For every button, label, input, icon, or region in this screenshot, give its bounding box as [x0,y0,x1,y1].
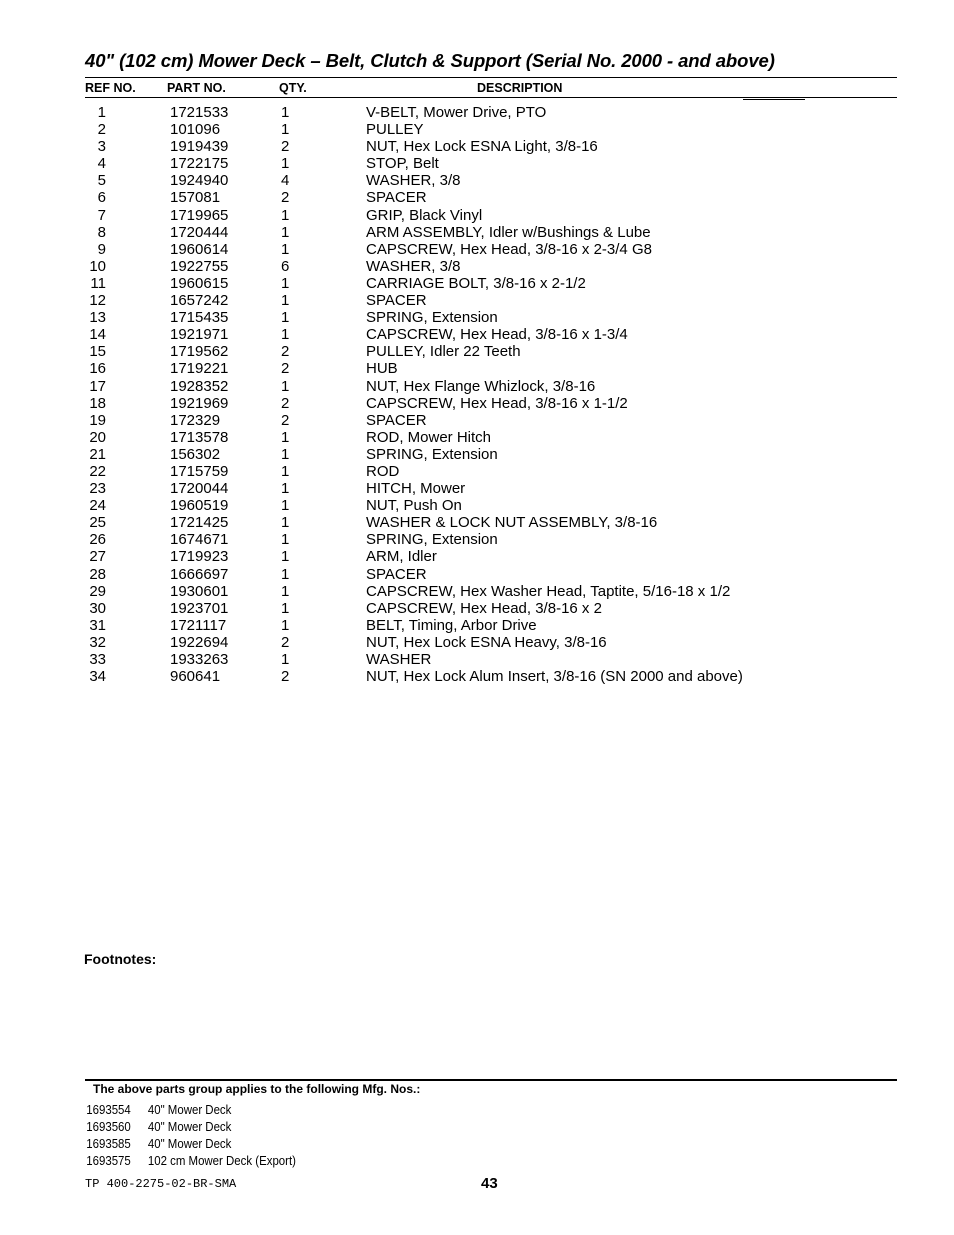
part-no-cell: 1923701 [170,599,229,617]
table-row [0,189,954,206]
ref-no-cell: 33 [89,651,106,668]
description-cell: SPACER [366,292,427,310]
table-row [0,121,954,138]
ref-no-cell: 27 [89,548,106,566]
applies-rule [85,1079,897,1081]
part-no-cell: 156302 [170,445,221,463]
ref-no-cell: 34 [89,668,106,686]
part-no-cell: 1928352 [170,377,229,395]
mfg-number: 1693575 [86,1153,131,1169]
ref-no-cell: 3 [97,138,106,156]
part-no-cell: 1960614 [170,240,229,258]
ref-no-cell: 25 [89,514,106,532]
table-row [0,360,954,377]
qty-cell: 2 [281,360,290,378]
table-row [0,463,954,480]
description-cell: STOP, Belt [366,155,439,173]
part-no-cell: 1674671 [170,531,229,549]
description-cell: ROD, Mower Hitch [366,428,492,446]
column-header-qty: QTY. [279,81,307,95]
document-code: TP 400-2275-02-BR-SMA [85,1177,237,1191]
part-no-cell: 1960615 [170,274,229,292]
mfg-description: 40" Mower Deck [147,1119,232,1135]
table-row [0,309,954,326]
part-no-cell: 1933263 [170,651,229,668]
part-no-cell: 1921969 [170,394,229,412]
header-rule-right [743,97,897,98]
ref-no-cell: 14 [89,326,106,344]
part-no-cell: 1924940 [170,172,229,190]
qty-cell: 1 [281,104,290,121]
table-row [0,172,954,189]
qty-cell: 1 [281,377,290,395]
description-cell: CAPSCREW, Hex Head, 3/8-16 x 1-1/2 [366,394,628,412]
mfg-number: 1693560 [86,1119,131,1135]
description-cell: WASHER & LOCK NUT ASSEMBLY, 3/8-16 [366,514,658,532]
part-no-cell: 1721533 [170,104,229,121]
part-no-cell: 1720044 [170,480,229,498]
table-row [0,326,954,343]
table-row [0,497,954,514]
table-row [0,480,954,497]
mfg-number: 1693585 [86,1136,131,1152]
ref-no-cell: 26 [89,531,106,549]
ref-no-cell: 9 [97,240,106,258]
table-row [0,104,954,121]
ref-no-cell: 12 [89,292,106,310]
part-no-cell: 1721425 [170,514,229,532]
ref-no-cell: 2 [97,121,106,139]
table-row [0,343,954,360]
description-cell: WASHER, 3/8 [366,257,461,275]
qty-cell: 1 [281,599,290,617]
part-no-cell: 1666697 [170,565,229,583]
header-rule [85,97,743,98]
ref-no-cell: 10 [89,257,106,275]
table-row [0,514,954,531]
description-cell: NUT, Hex Lock ESNA Heavy, 3/8-16 [366,633,607,651]
title-rule [85,77,897,78]
table-row [0,617,954,634]
page-title: 40" (102 cm) Mower Deck – Belt, Clutch & Support (Serial No. 2000 - and above) [85,50,775,71]
description-cell: SPRING, Extension [366,531,498,549]
description-cell: WASHER [366,651,432,668]
table-row [0,412,954,429]
qty-cell: 2 [281,138,290,156]
table-row [0,566,954,583]
description-cell: CAPSCREW, Hex Head, 3/8-16 x 2 [366,599,602,617]
description-cell: CAPSCREW, Hex Washer Head, Taptite, 5/16-18 x 1/2 [366,582,731,600]
ref-no-cell: 32 [89,633,106,651]
qty-cell: 1 [281,548,290,566]
qty-cell: 1 [281,121,290,139]
ref-no-cell: 22 [89,462,106,480]
description-cell: CAPSCREW, Hex Head, 3/8-16 x 2-3/4 G8 [366,240,652,258]
description-cell: NUT, Hex Flange Whizlock, 3/8-16 [366,377,596,395]
table-row [0,275,954,292]
description-cell: SPACER [366,411,427,429]
description-cell: SPRING, Extension [366,445,498,463]
qty-cell: 2 [281,668,290,686]
table-row [0,155,954,172]
footnotes-label: Footnotes: [84,951,157,967]
part-no-cell: 1713578 [170,428,229,446]
qty-cell: 1 [281,428,290,446]
part-no-cell: 1657242 [170,292,229,310]
column-header-description: DESCRIPTION [477,81,563,95]
table-row [0,224,954,241]
description-cell: GRIP, Black Vinyl [366,206,483,224]
part-no-cell: 1715435 [170,309,229,327]
mfg-description: 102 cm Mower Deck (Export) [147,1153,296,1169]
qty-cell: 2 [281,394,290,412]
part-no-cell: 1919439 [170,138,229,156]
part-no-cell: 1960519 [170,497,229,515]
table-row [0,634,954,651]
description-cell: NUT, Hex Lock ESNA Light, 3/8-16 [366,138,598,156]
ref-no-cell: 8 [97,223,106,241]
ref-no-cell: 31 [89,616,106,634]
qty-cell: 1 [281,445,290,463]
qty-cell: 1 [281,651,290,668]
table-row [0,138,954,155]
table-row [0,258,954,275]
ref-no-cell: 13 [89,309,106,327]
qty-cell: 1 [281,462,290,480]
column-header-part-no: PART NO. [167,81,226,95]
qty-cell: 2 [281,189,290,207]
part-no-cell: 1719923 [170,548,229,566]
part-no-cell: 1922755 [170,257,229,275]
description-cell: WASHER, 3/8 [366,172,461,190]
qty-cell: 1 [281,223,290,241]
ref-no-cell: 17 [89,377,106,395]
part-no-cell: 1922694 [170,633,229,651]
ref-no-cell: 20 [89,428,106,446]
qty-cell: 2 [281,411,290,429]
part-no-cell: 1719562 [170,343,229,361]
part-no-cell: 1719965 [170,206,229,224]
mfg-description: 40" Mower Deck [147,1136,232,1152]
description-cell: SPACER [366,189,427,207]
mfg-number-list [0,1101,954,1169]
part-no-cell: 1715759 [170,462,229,480]
description-cell: ROD [366,462,400,480]
mfg-row [0,1135,840,1152]
part-no-cell: 960641 [170,668,221,686]
ref-no-cell: 28 [89,565,106,583]
qty-cell: 1 [281,206,290,224]
description-cell: ARM, Idler [366,548,437,566]
mfg-description: 40" Mower Deck [147,1102,232,1117]
part-no-cell: 1930601 [170,582,229,600]
description-cell: V-BELT, Mower Drive, PTO [366,104,547,121]
description-cell: HUB [366,360,398,378]
ref-no-cell: 30 [89,599,106,617]
applies-label: The above parts group applies to the following Mfg. Nos.: [93,1082,421,1096]
qty-cell: 1 [281,582,290,600]
part-no-cell: 1719221 [170,360,229,378]
ref-no-cell: 7 [97,206,106,224]
qty-cell: 6 [281,257,290,275]
description-cell: PULLEY, Idler 22 Teeth [366,343,521,361]
table-row [0,600,954,617]
header-rule-accent [743,99,805,100]
mfg-row [0,1101,840,1118]
table-row [0,651,954,668]
table-row [0,668,954,685]
ref-no-cell: 5 [97,172,106,190]
description-cell: BELT, Timing, Arbor Drive [366,616,537,634]
qty-cell: 2 [281,633,290,651]
table-row [0,583,954,600]
description-cell: SPRING, Extension [366,309,498,327]
qty-cell: 1 [281,480,290,498]
table-row [0,395,954,412]
part-no-cell: 157081 [170,189,221,207]
mfg-row [0,1152,840,1169]
column-header-ref-no: REF NO. [85,81,136,95]
description-cell: NUT, Hex Lock Alum Insert, 3/8-16 (SN 2000 and above) [366,668,743,686]
table-row [0,241,954,258]
table-row [0,531,954,548]
ref-no-cell: 15 [89,343,106,361]
qty-cell: 1 [281,616,290,634]
qty-cell: 1 [281,565,290,583]
qty-cell: 1 [281,514,290,532]
ref-no-cell: 18 [89,394,106,412]
description-cell: ARM ASSEMBLY, Idler w/Bushings & Lube [366,223,651,241]
part-no-cell: 1722175 [170,155,229,173]
table-row [0,378,954,395]
part-no-cell: 101096 [170,121,221,139]
description-cell: HITCH, Mower [366,480,466,498]
table-row [0,292,954,309]
table-row [0,548,954,565]
part-no-cell: 1720444 [170,223,229,241]
qty-cell: 1 [281,240,290,258]
qty-cell: 1 [281,497,290,515]
ref-no-cell: 16 [89,360,106,378]
mfg-number: 1693554 [86,1102,131,1117]
part-no-cell: 172329 [170,411,221,429]
table-row [0,429,954,446]
description-cell: PULLEY [366,121,424,139]
description-cell: SPACER [366,565,427,583]
ref-no-cell: 24 [89,497,106,515]
ref-no-cell: 19 [89,411,106,429]
ref-no-cell: 29 [89,582,106,600]
description-cell: CAPSCREW, Hex Head, 3/8-16 x 1-3/4 [366,326,628,344]
qty-cell: 2 [281,343,290,361]
ref-no-cell: 6 [97,189,106,207]
ref-no-cell: 21 [89,445,106,463]
part-no-cell: 1721117 [170,616,227,634]
qty-cell: 1 [281,531,290,549]
part-no-cell: 1921971 [170,326,229,344]
qty-cell: 1 [281,155,290,173]
qty-cell: 1 [281,309,290,327]
ref-no-cell: 11 [90,274,106,292]
qty-cell: 1 [281,292,290,310]
table-row [0,207,954,224]
ref-no-cell: 4 [97,155,106,173]
description-cell: NUT, Push On [366,497,462,515]
table-row [0,446,954,463]
qty-cell: 4 [281,172,290,190]
qty-cell: 1 [281,326,290,344]
ref-no-cell: 23 [89,480,106,498]
mfg-row [0,1118,840,1135]
page-number: 43 [481,1175,498,1192]
parts-list [0,104,954,685]
description-cell: CARRIAGE BOLT, 3/8-16 x 2-1/2 [366,274,586,292]
qty-cell: 1 [281,274,290,292]
ref-no-cell: 1 [97,104,106,121]
